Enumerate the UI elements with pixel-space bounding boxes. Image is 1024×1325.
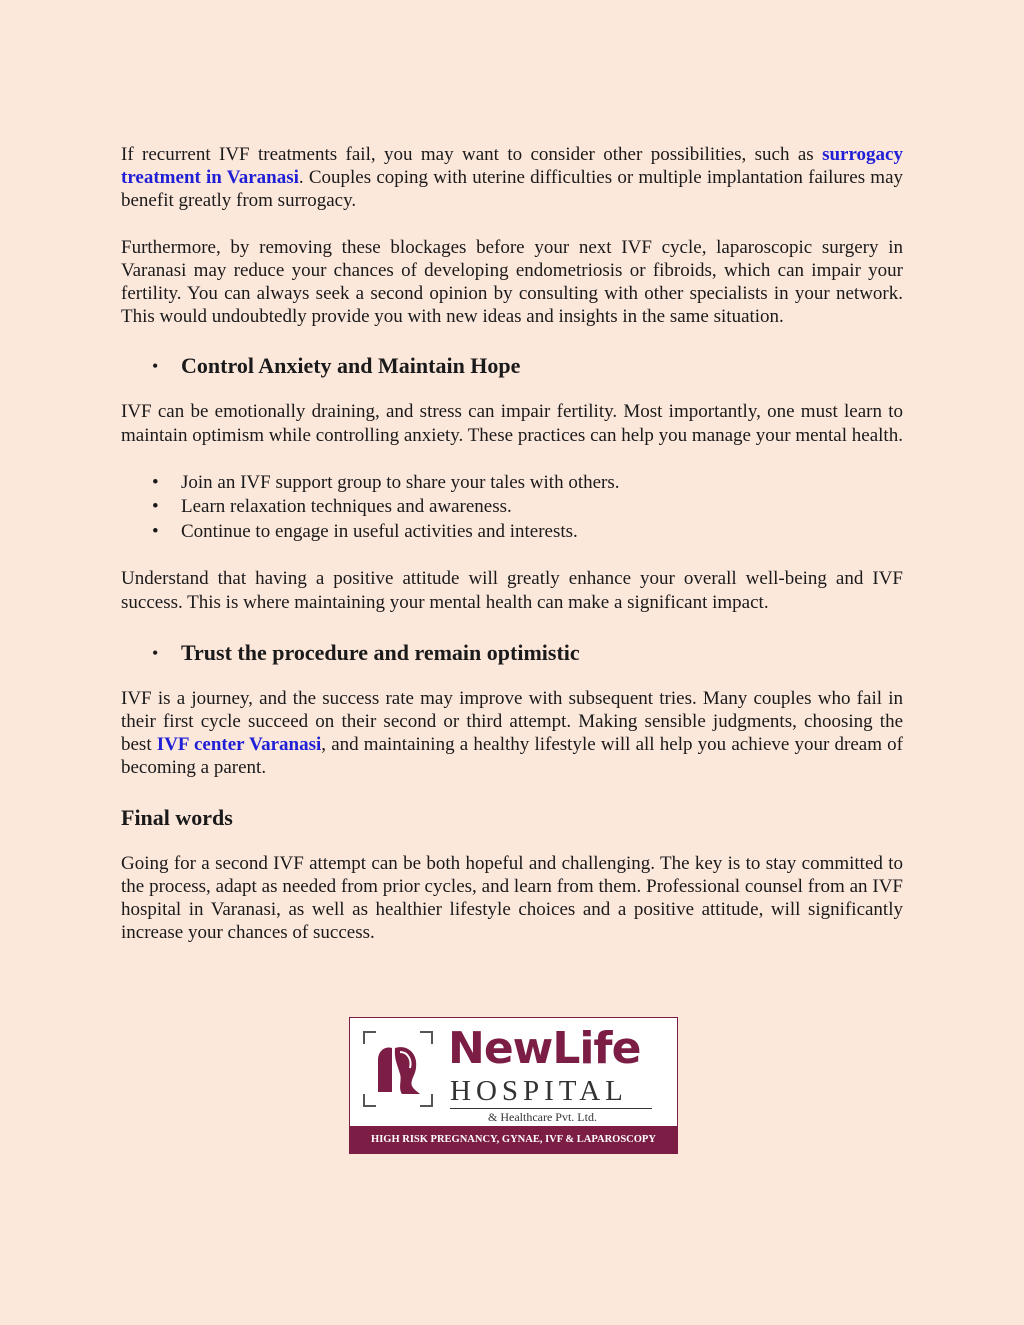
logo-subtitle: & Healthcare Pvt. Ltd. xyxy=(488,1110,597,1124)
list-item xyxy=(121,520,903,545)
practices-list xyxy=(121,471,903,545)
heading-final-words: Final words xyxy=(121,804,233,830)
bullet-icon: • xyxy=(152,471,159,493)
paragraph-laparoscopy: Furthermore, by removing these blockages before your next IVF cycle, laparoscopic surgery in Varanasi may reduce your chances of developing endometriosis or fibroids, which can impair your fertility. You can always seek a second opinion by consulting with other specialists in your network. This would undoubtedly provide you with new ideas and insights in the same situation. xyxy=(121,236,903,328)
list-item xyxy=(121,471,903,496)
heading-text: Control Anxiety and Maintain Hope xyxy=(181,353,521,379)
heading-control-anxiety xyxy=(121,353,903,379)
heading-text: Trust the procedure and remain optimistic xyxy=(181,639,580,665)
paragraph-conclusion: Going for a second IVF attempt can be both hopeful and challenging. The key is to stay committed to the process, adapt as needed from prior cycles, and learn from them. Professional counsel from an IVF hospital in Varanasi, as well as healthier lifestyle choices and a positive attitude, will significantly increase your chances of success. xyxy=(121,852,903,944)
list-item xyxy=(121,495,903,520)
heading-trust-procedure xyxy=(121,640,903,666)
text-span: IVF is a journey, and the success rate may improve with subsequent tries. Many couples who fail in their first cycle succeed on their second or third attempt. Making sensible judgments, choosing the best xyxy=(121,687,903,756)
list-item-text: Learn relaxation techniques and awareness. xyxy=(181,496,512,518)
text-span: If recurrent IVF treatments fail, you may want to consider other possibilities, such as xyxy=(121,144,823,165)
list-item-text: Join an IVF support group to share your tales with others. xyxy=(181,471,620,493)
surrogacy-link[interactable]: surrogacy treatment in Varanasi xyxy=(121,144,903,189)
bullet-icon: • xyxy=(152,356,159,377)
hospital-logo xyxy=(349,1017,678,1154)
paragraph-surrogacy xyxy=(121,143,903,213)
list-item-text: Continue to engage in useful activities and interests. xyxy=(181,520,578,542)
text-span: . Couples coping with uterine difficulties or multiple implantation failures may benefit greatly from surrogacy. xyxy=(121,167,903,212)
logo-tagline: HIGH RISK PREGNANCY, GYNAE, IVF & LAPAROSCOPY xyxy=(350,1126,677,1153)
paragraph-emotional: IVF can be emotionally draining, and stress can impair fertility. Most importantly, one must learn to maintain optimism while controlling anxiety. These practices can help you manage your mental health. xyxy=(121,401,903,446)
bullet-icon: • xyxy=(152,520,159,542)
logo-brand-name: NewLife xyxy=(448,1023,641,1074)
ivf-center-link[interactable]: IVF center Varanasi xyxy=(156,734,322,756)
bullet-icon: • xyxy=(152,642,159,663)
paragraph-positive-attitude: Understand that having a positive attitude will greatly enhance your overall well-being and IVF success. This is where maintaining your mental health can make a significant impact. xyxy=(121,568,903,613)
bullet-icon: • xyxy=(152,496,159,518)
article-body xyxy=(121,143,903,944)
logo-divider xyxy=(450,1108,652,1109)
logo-hospital-word: HOSPITAL xyxy=(450,1075,628,1107)
paragraph-journey xyxy=(121,687,903,780)
text-span: , and maintaining a healthy lifestyle will all help you achieve your dream of becoming a parent. xyxy=(121,734,904,779)
logo-emblem-icon xyxy=(362,1030,434,1108)
